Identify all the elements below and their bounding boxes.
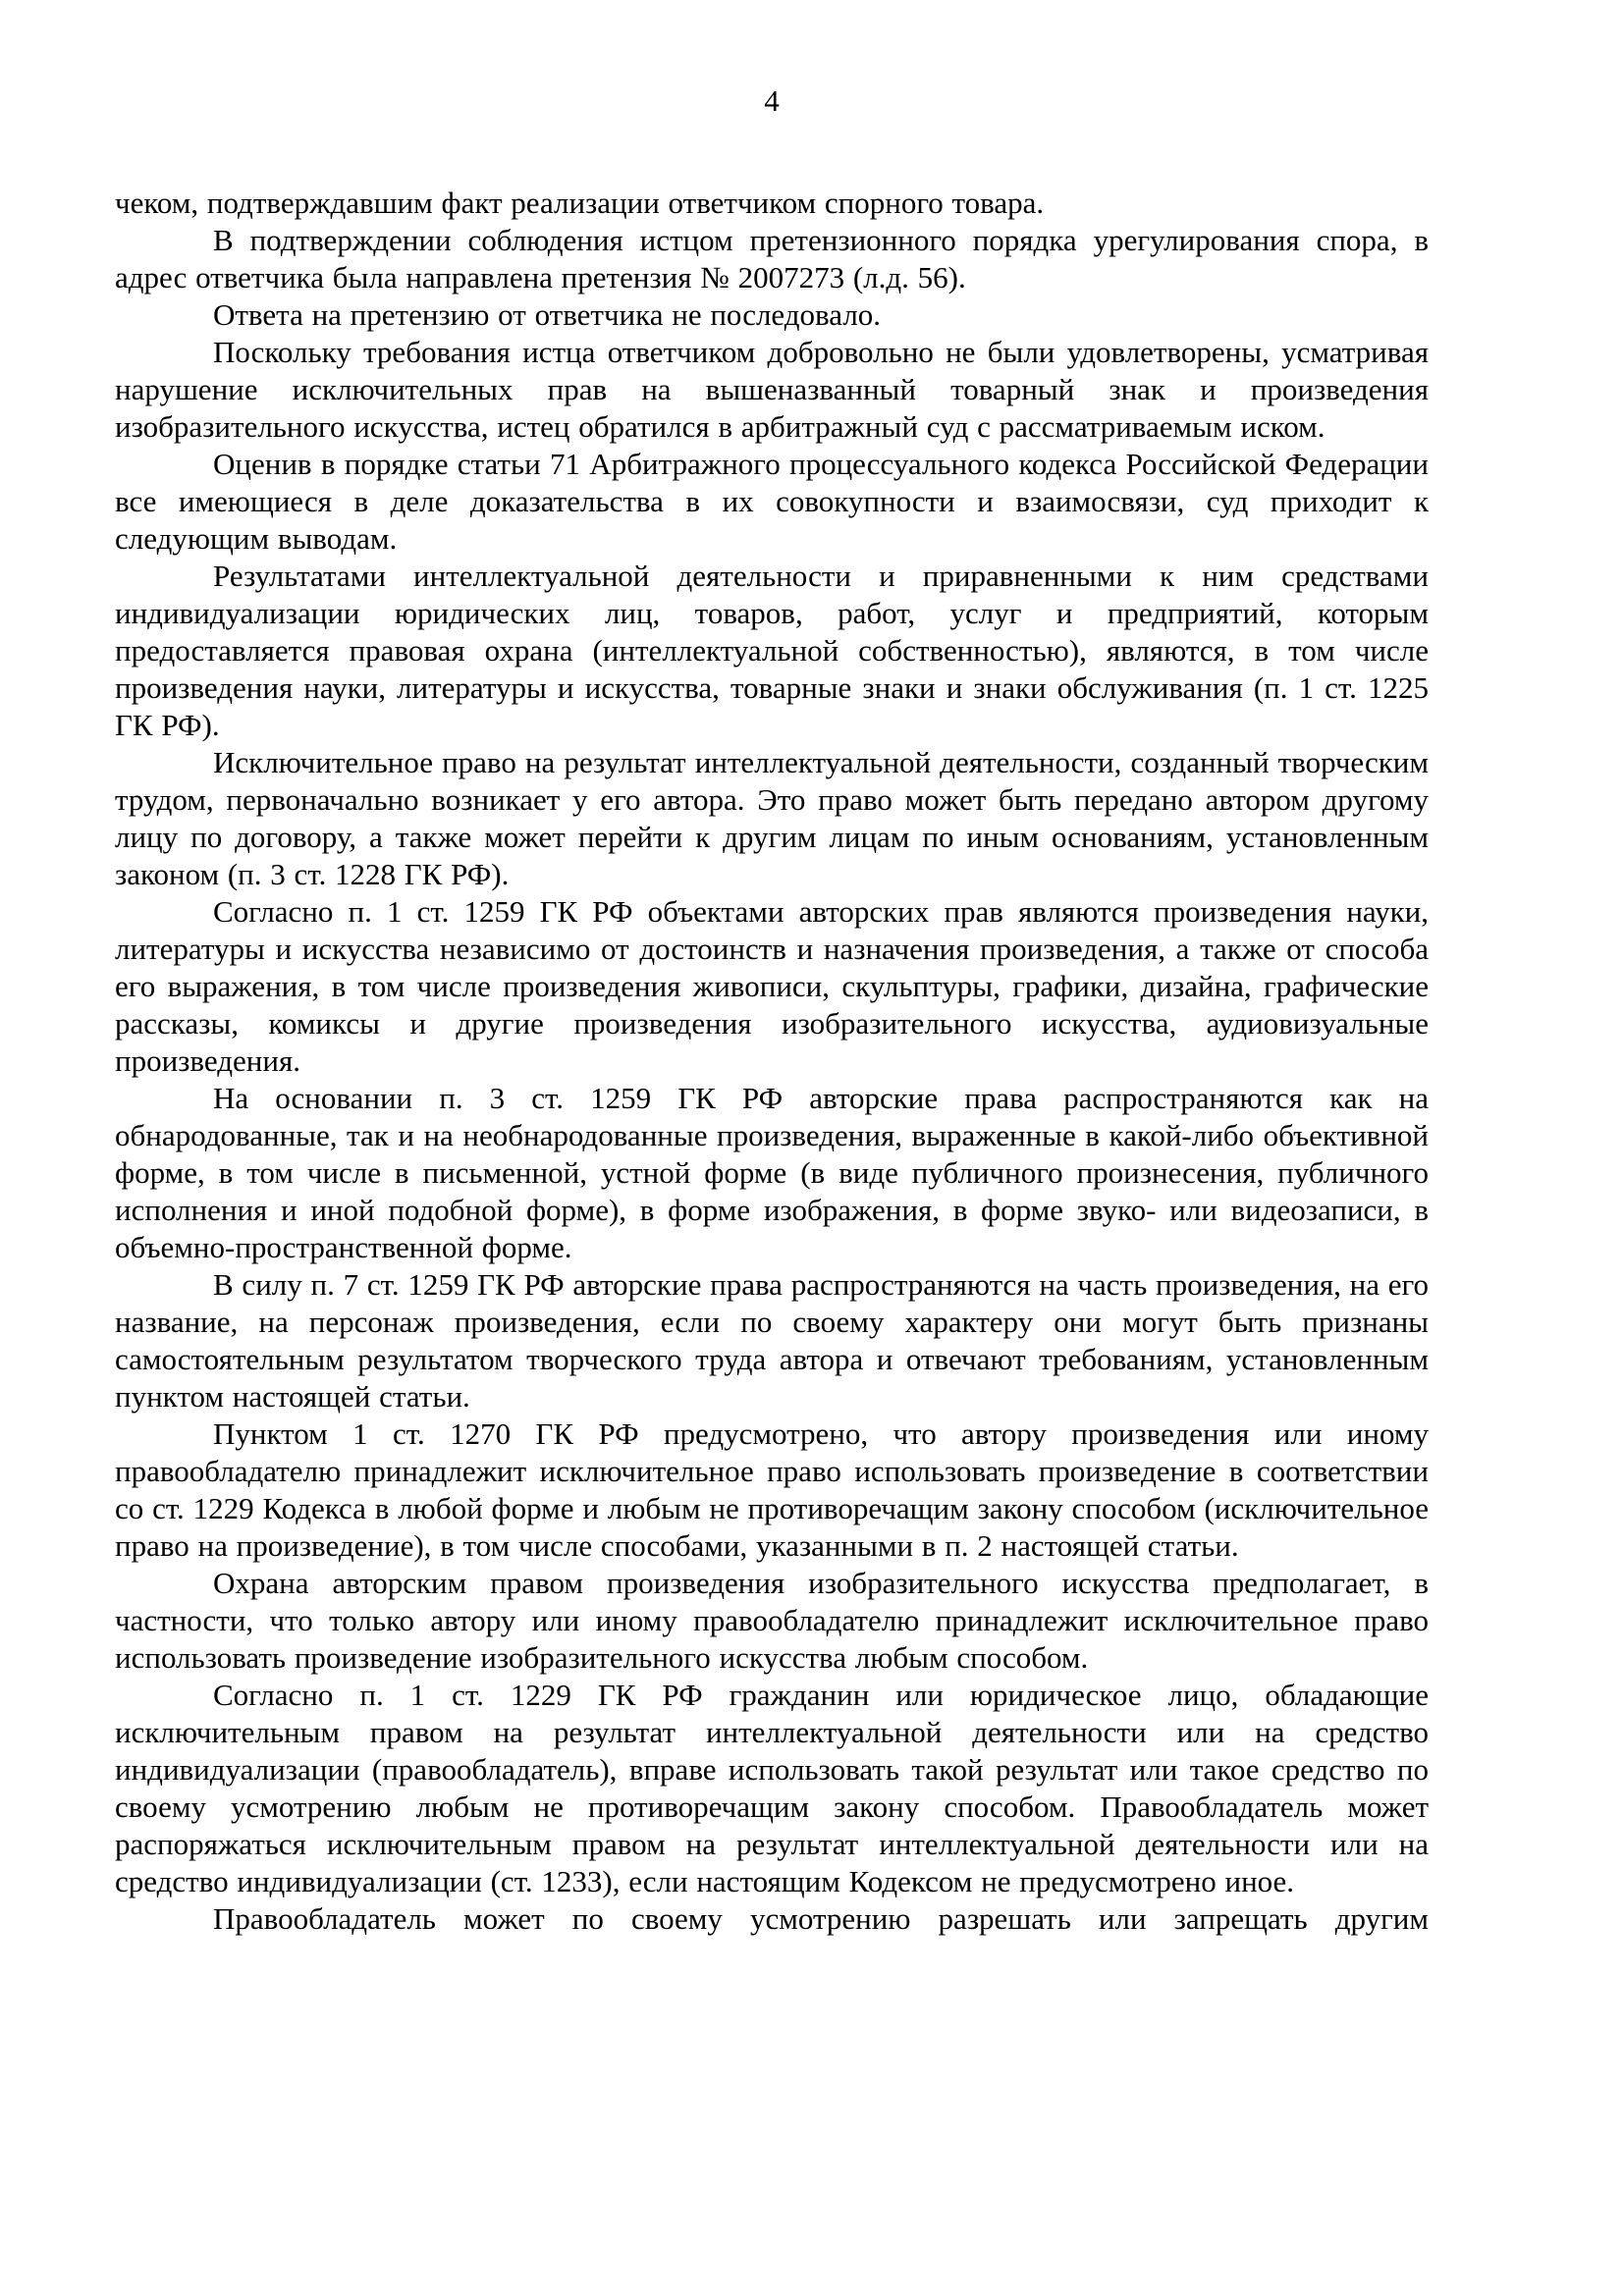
paragraph: Согласно п. 1 ст. 1229 ГК РФ гражданин или юридическое лицо, обладающие исключительным правом на результат интеллектуальной деятельности или на средство индивидуализации (правообладатель), вправе использовать такой результат или такое средство по своему усмотрению любым не противоречащим закону способом. Правообладатель может распоряжаться исключительным правом на результат интеллектуальной деятельности или на средство индивидуализации (ст. 1233), если настоящим Кодексом не предусмотрено иное.: [115, 1678, 1429, 1898]
paragraph: Результатами интеллектуальной деятельности и приравненными к ним средствами индивидуализации юридических лиц, товаров, работ, услуг и предприятий, которым предоставляется правовая охрана (интеллектуальной собственностью), являются, в том числе произведения науки, литературы и искусства, товарные знаки и знаки обслуживания (п. 1 ст. 1225 ГК РФ).: [115, 559, 1429, 742]
document-body: [115, 185, 1429, 1938]
paragraph: В силу п. 7 ст. 1259 ГК РФ авторские права распространяются на часть произведения, на его название, на персонаж произведения, если по своему характеру они могут быть признаны самостоятельным результатом творческого труда автора и отвечают требованиям, установленным пунктом настоящей статьи.: [115, 1267, 1429, 1414]
paragraph: Пунктом 1 ст. 1270 ГК РФ предусмотрено, что автору произведения или иному правообладателю принадлежит исключительное право использовать произведение в соответствии со ст. 1229 Кодекса в любой форме и любым не противоречащим закону способом (исключительное право на произведение), в том числе способами, указанными в п. 2 настоящей статьи.: [115, 1416, 1429, 1563]
paragraph: Правообладатель может по своему усмотрению разрешать или запрещать другим: [213, 1901, 1429, 1936]
paragraph: Оценив в порядке статьи 71 Арбитражного процессуального кодекса Российской Федерации все имеющиеся в деле доказательства в их совокупности и взаимосвязи, суд приходит к следующим выводам.: [115, 447, 1429, 556]
paragraph: Ответа на претензию от ответчика не последовало.: [213, 297, 882, 332]
page-number: 4: [764, 83, 780, 118]
paragraph: Согласно п. 1 ст. 1259 ГК РФ объектами авторских прав являются произведения науки, литературы и искусства независимо от достоинств и назначения произведения, а также от способа его выражения, в том числе произведения живописи, скульптуры, графики, дизайна, графические рассказы, комиксы и другие произведения изобразительного искусства, аудиовизуальные произведения.: [115, 894, 1429, 1078]
paragraph: Охрана авторским правом произведения изобразительного искусства предполагает, в частности, что только автору или иному правообладателю принадлежит исключительное право использовать произведение изобразительного искусства любым способом.: [115, 1566, 1429, 1675]
paragraph: Поскольку требования истца ответчиком добровольно не были удовлетворены, усматривая нарушение исключительных прав на вышеназванный товарный знак и произведения изобразительного искусства, истец обратился в арбитражный суд с рассматриваемым иском.: [115, 335, 1429, 444]
paragraph: чеком, подтверждавшим факт реализации ответчиком спорного товара.: [115, 186, 1045, 220]
paragraph: Исключительное право на результат интеллектуальной деятельности, созданный творческим трудом, первоначально возникает у его автора. Это право может быть передано автором другому лицу по договору, а также может перейти к другим лицам по иным основаниям, установленным законом (п. 3 ст. 1228 ГК РФ).: [115, 745, 1429, 891]
paragraph: На основании п. 3 ст. 1259 ГК РФ авторские права распространяются как на обнародованные, так и на необнародованные произведения, выраженные в какой-либо объективной форме, в том числе в письменной, устной форме (в виде публичного произнесения, публичного исполнения и иной подобной форме), в форме изображения, в форме звуко- или видеозаписи, в объемно-пространственной форме.: [115, 1081, 1429, 1264]
paragraph: В подтверждении соблюдения истцом претензионного порядка урегулирования спора, в адрес ответчика была направлена претензия № 2007273 (л.д. 56).: [115, 223, 1429, 294]
